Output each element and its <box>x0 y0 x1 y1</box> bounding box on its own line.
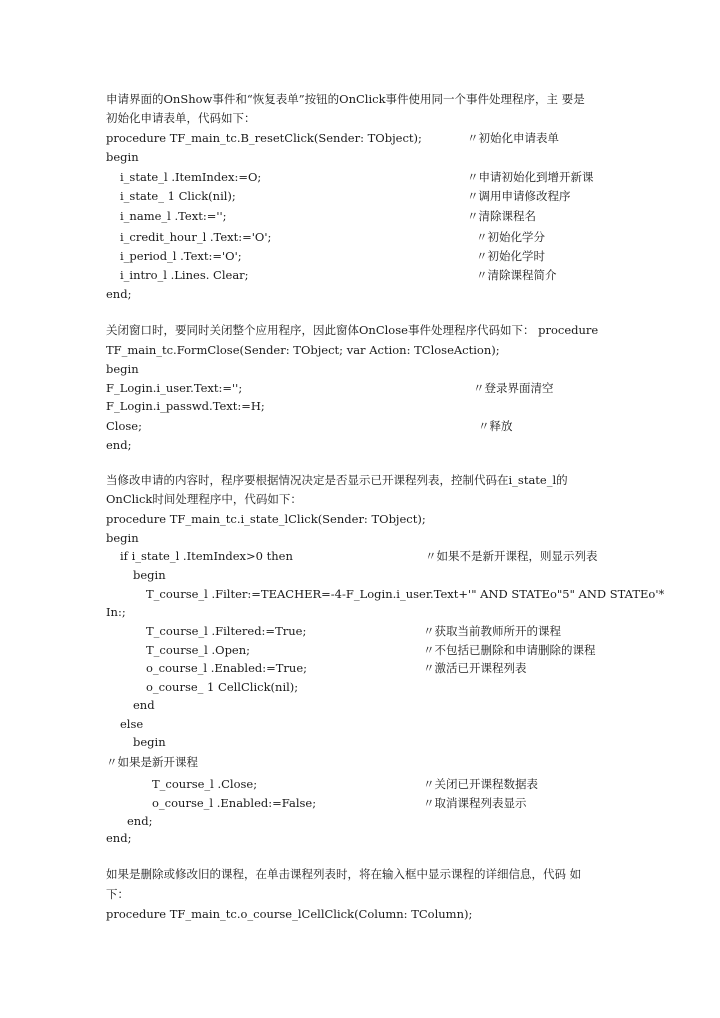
code-line: begin <box>133 735 166 749</box>
text-line: 申请界面的OnShow事件和“恢复表单”按钮的OnClick事件使用同一个事件处理程序，主 要是 <box>106 92 585 106</box>
code-line: T_course_l .Filtered:=True; 〃获取当前教师所开的课程 <box>146 624 561 638</box>
code-line: else <box>120 717 144 731</box>
code-line: o_course_ 1 CellClick(nil); <box>146 680 299 694</box>
code-line: i_intro_l .Lines. Clear; 〃清除课程简介 <box>120 268 557 282</box>
text-line: OnClick时间处理程序中，代码如下： <box>106 492 302 506</box>
text-line: 关闭窗口时，要同时关闭整个应用程序，因此窗体OnClose事件处理程序代码如下： procedure <box>106 323 599 337</box>
code-comment: 〃激活已开课程列表 <box>423 661 527 675</box>
code-line: i_credit_hour_l .Text:='O'; 〃初始化学分 <box>120 230 545 244</box>
code-comment: 〃初始化申请表单 <box>467 131 559 145</box>
code-comment: 〃初始化学时 <box>476 249 545 263</box>
code-line: i_state_l .ItemIndex:=O; 〃申请初始化到增开新课 <box>120 170 594 184</box>
code-comment: 〃获取当前教师所开的课程 <box>423 624 561 638</box>
code-comment: 〃不包括已删除和申请删除的课程 <box>423 643 596 657</box>
code-line: o_course_l .Enabled:=False; 〃取消课程列表显示 <box>152 796 527 810</box>
code-line: Close; 〃释放 <box>106 419 513 433</box>
code-line: end <box>133 698 155 712</box>
code-comment: 〃调用申请修改程序 <box>467 189 571 203</box>
code-line: F_Login.i_user.Text:=''; 〃登录界面清空 <box>106 381 554 395</box>
code-line: T_course_l .Open; 〃不包括已删除和申请删除的课程 <box>146 643 596 657</box>
code-line: 〃如果是新开课程 <box>106 755 198 769</box>
code-line: i_period_l .Text:='O'; 〃初始化学时 <box>120 249 545 263</box>
code-line: end; <box>106 438 132 452</box>
text-line: 下： <box>106 887 129 901</box>
code-line: begin <box>106 150 139 164</box>
code-line: begin <box>106 362 139 376</box>
code-comment: 〃清除课程名 <box>467 209 536 223</box>
code-comment: 〃取消课程列表显示 <box>423 796 527 810</box>
code-line: begin <box>106 531 139 545</box>
code-comment: 〃如果不是新开课程，则显示列表 <box>425 549 598 563</box>
code-line: end; <box>127 814 153 828</box>
code-comment: 〃登录界面清空 <box>473 381 554 395</box>
code-line: i_name_l .Text:=''; 〃清除课程名 <box>120 209 536 223</box>
code-line: end; <box>106 831 132 845</box>
code-line: F_Login.i_passwd.Text:=H; <box>106 399 265 413</box>
code-comment: 〃释放 <box>478 419 513 433</box>
code-line: if i_state_l .ItemIndex>0 then 〃如果不是新开课程，则显示列表 <box>120 549 598 563</box>
code-line: T_course_l .Close; 〃关闭已开课程数据表 <box>152 777 538 791</box>
code-line: o_course_l .Enabled:=True; 〃激活已开课程列表 <box>146 661 527 675</box>
code-line: procedure TF_main_tc.B_resetClick(Sender: TObject); 〃初始化申请表单 <box>106 131 559 145</box>
code-line: procedure TF_main_tc.o_course_lCellClick(Column: TColumn); <box>106 907 473 921</box>
text-line: 如果是删除或修改旧的课程，在单击课程列表时，将在输入框中显示课程的详细信息，代码 如 <box>106 867 582 881</box>
code-comment: 〃关闭已开课程数据表 <box>423 777 538 791</box>
code-line: TF_main_tc.FormClose(Sender: TObject; var Action: TCloseAction); <box>106 343 500 357</box>
code-line: end; <box>106 287 132 301</box>
code-line: T_course_l .Filter:=TEACHER=-4-F_Login.i_user.Text+'" AND STATEo"5" AND STATEo'* <box>146 587 665 601</box>
code-comment: 〃清除课程简介 <box>476 268 557 282</box>
text-line: 当修改申请的内容时，程序要根据情况决定是否显示已开课程列表，控制代码在i_state_l的 <box>106 473 568 487</box>
text-line: 初始化申请表单，代码如下： <box>106 111 256 125</box>
code-comment: 〃初始化学分 <box>476 230 545 244</box>
code-line: procedure TF_main_tc.i_state_lClick(Sender: TObject); <box>106 512 426 526</box>
code-line: In:; <box>106 605 126 619</box>
code-comment: 〃申请初始化到增开新课 <box>467 170 594 184</box>
code-line: i_state_ 1 Click(nil); 〃调用申请修改程序 <box>120 189 571 203</box>
code-line: begin <box>133 568 166 582</box>
